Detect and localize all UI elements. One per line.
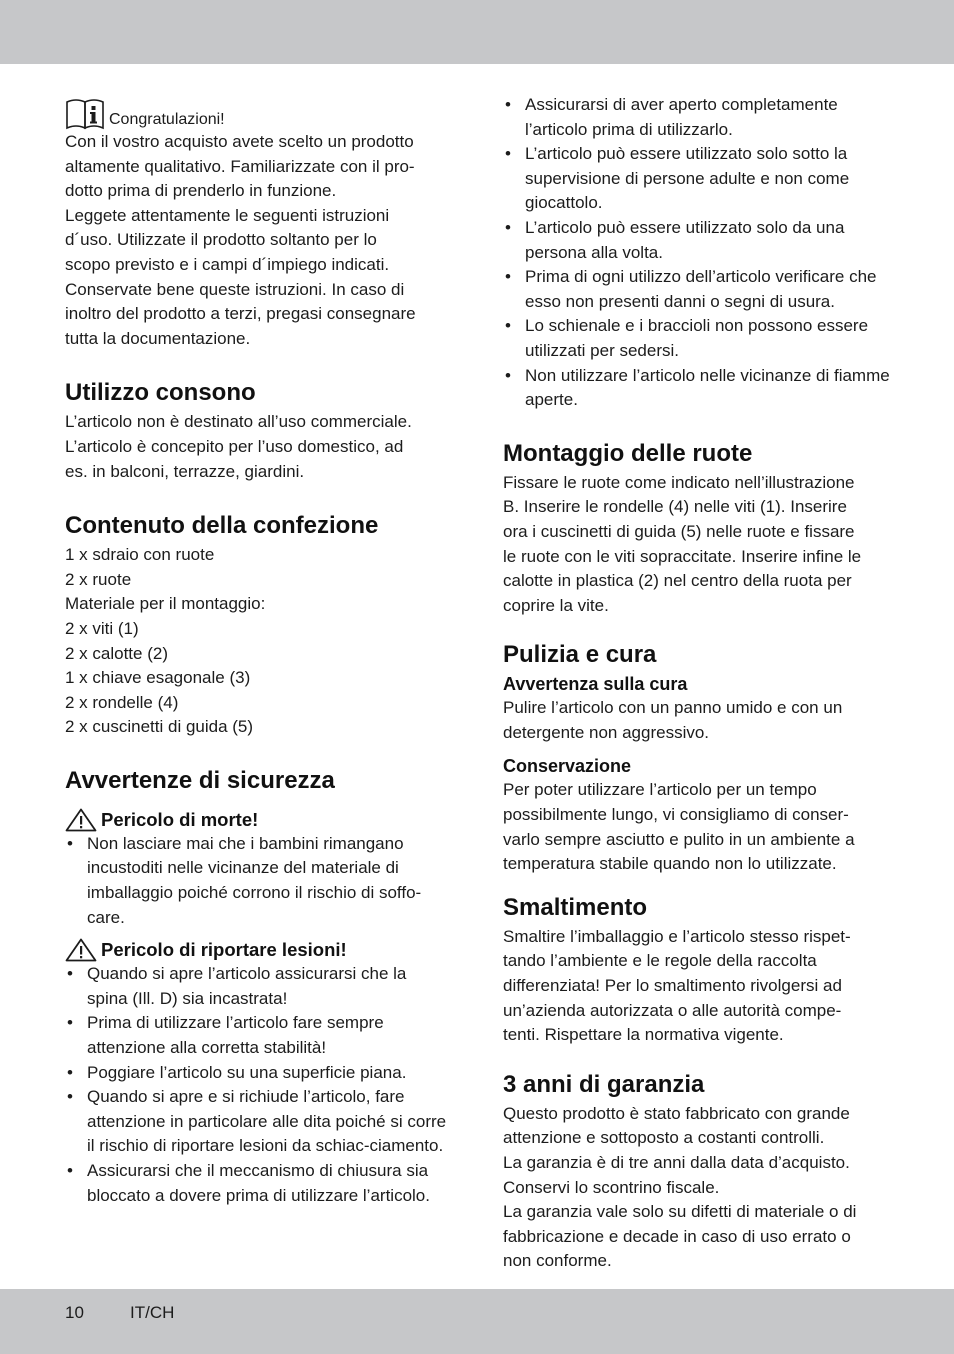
body-line: Per poter utilizzare l’articolo per un tempo xyxy=(503,780,817,800)
list-item: • Quando si apre e si richiude l’articolo, fare attenzione in particolare alle dita poiché si corre il rischio di riportare lesioni da schiac-ciamento. xyxy=(65,1085,449,1159)
warning-title: Pericolo di riportare lesioni! xyxy=(101,939,347,961)
body-line: temperatura stabile quando non lo utilizzate. xyxy=(503,854,837,874)
right-column xyxy=(503,93,893,1274)
list-item: 1 x sdraio con ruote xyxy=(65,545,215,565)
warning-heading xyxy=(65,808,449,832)
section-title-montaggio: Montaggio delle ruote xyxy=(503,439,753,467)
body-line: le ruote con le viti sopraccitate. Inserire infine le xyxy=(503,546,862,566)
body-line: Smaltire l’imballaggio e l’articolo stesso rispet- xyxy=(503,926,851,946)
list-item: 2 x cuscinetti di guida (5) xyxy=(65,717,254,737)
list-item: 2 x rondelle (4) xyxy=(65,692,179,712)
intro-title: Congratulazioni! xyxy=(109,111,225,128)
page-number: 10 xyxy=(65,1303,84,1322)
section-title-sicurezza: Avvertenze di sicurezza xyxy=(65,766,335,794)
intro-line: scopo previsto e i campi d´impiego indicati. xyxy=(65,254,390,274)
body-line: un’azienda autorizzata o alle autorità compe- xyxy=(503,1000,842,1020)
region-code: IT/CH xyxy=(130,1303,175,1322)
conservazione-text xyxy=(503,778,893,876)
body-line: Questo prodotto è stato fabbricato con grande xyxy=(503,1103,850,1123)
section-title-contenuto: Contenuto della confezione xyxy=(65,512,379,540)
section-title-pulizia: Pulizia e cura xyxy=(503,641,657,669)
header-bar xyxy=(0,0,954,64)
intro-line: Con il vostro acquisto avete scelto un prodotto xyxy=(65,132,414,151)
section-title-garanzia: 3 anni di garanzia xyxy=(503,1070,705,1098)
subsection-title: Avvertenza sulla cura xyxy=(503,674,688,695)
list-item: • L’articolo può essere utilizzato solo da una persona alla volta. xyxy=(503,216,893,265)
warning-title: Pericolo di morte! xyxy=(101,808,259,830)
body-line: Conservi lo scontrino fiscale. xyxy=(503,1177,720,1197)
body-line: La garanzia è di tre anni dalla data d’acquisto. xyxy=(503,1153,850,1172)
body-line: non conforme. xyxy=(503,1251,612,1271)
intro-line: Conservate bene queste istruzioni. In caso di xyxy=(65,279,405,299)
warning-heading xyxy=(65,938,449,962)
warning-list xyxy=(65,832,449,930)
list-item: • Prima di ogni utilizzo dell’articolo verificare che esso non presenti danni o segni di usura. xyxy=(503,265,893,314)
subsection-title: Conservazione xyxy=(503,756,632,777)
list-item: • Non lasciare mai che i bambini rimangano incustoditi nelle vicinanze del materiale di imballaggio poiché corrono il rischio di soffo-care. xyxy=(65,832,449,930)
list-item: • Non utilizzare l’articolo nelle vicinanze di fiamme aperte. xyxy=(503,364,893,413)
body-line: tenti. Rispettare la normativa vigente. xyxy=(503,1025,784,1045)
list-item: Materiale per il montaggio: xyxy=(65,594,266,614)
list-item: • Poggiare l’articolo su una superficie piana. xyxy=(65,1061,449,1086)
warning-triangle-icon xyxy=(65,808,97,832)
list-item: 2 x viti (1) xyxy=(65,618,139,638)
list-item: • Lo schienale e i braccioli non possono essere utilizzati per sedersi. xyxy=(503,314,893,363)
garanzia-text xyxy=(503,1102,893,1274)
body-line: L’articolo è concepito per l’uso domestico, ad xyxy=(65,436,404,456)
intro-heading xyxy=(65,90,449,130)
intro-line: tutta la documentazione. xyxy=(65,328,251,348)
body-line: ora i cuscinetti di guida (5) nelle ruote e fissare xyxy=(503,521,855,541)
safety-list-continued xyxy=(503,93,893,413)
intro-line: inoltro del prodotto a terzi, pregasi consegnare xyxy=(65,304,416,324)
body-line: varlo sempre asciutto e pulito in un ambiente a xyxy=(503,829,855,849)
section-title-smaltimento: Smaltimento xyxy=(503,893,648,921)
body-line: es. in balconi, terrazze, giardini. xyxy=(65,461,305,481)
body-line: Fissare le ruote come indicato nell’illustrazione xyxy=(503,472,855,492)
intro-line: altamente qualitativo. Familiarizzate con il pro- xyxy=(65,156,415,176)
body-line: B. Inserire le rondelle (4) nelle viti (1). Inserire xyxy=(503,497,847,517)
contenuto-list xyxy=(65,543,449,740)
body-line: possibilmente lungo, vi consigliamo di conser- xyxy=(503,805,849,825)
list-item: • L’articolo può essere utilizzato solo sotto la supervisione di persone adulte e non come giocattolo. xyxy=(503,142,893,216)
body-line: calotte in plastica (2) nel centro della ruota per xyxy=(503,571,852,591)
intro-text xyxy=(65,130,449,351)
left-column xyxy=(65,90,449,1208)
body-line: differenziata! Per lo smaltimento rivolgersi ad xyxy=(503,976,842,996)
intro-line: d´uso. Utilizzate il prodotto soltanto per lo xyxy=(65,230,377,250)
warning-triangle-icon xyxy=(65,938,97,962)
body-line: coprire la vite. xyxy=(503,595,609,615)
manual-info-icon xyxy=(65,98,105,130)
body-line: L’articolo non è destinato all’uso commerciale. xyxy=(65,412,412,432)
body-line: detergente non aggressivo. xyxy=(503,722,710,742)
body-line: attenzione e sottoposto a costanti controlli. xyxy=(503,1128,825,1148)
body-line: Pulire l’articolo con un panno umido e con un xyxy=(503,698,843,718)
list-item: 2 x calotte (2) xyxy=(65,643,168,663)
utilizzo-text xyxy=(65,410,449,484)
list-item: • Assicurarsi di aver aperto completamente l’articolo prima di utilizzarlo. xyxy=(503,93,893,142)
pulizia-cura-text xyxy=(503,696,893,745)
body-line: La garanzia vale solo su difetti di materiale o di xyxy=(503,1202,857,1222)
section-title-utilizzo: Utilizzo consono xyxy=(65,379,256,407)
intro-line: dotto prima di prenderlo in funzione. xyxy=(65,181,337,201)
list-item: 2 x ruote xyxy=(65,569,132,589)
list-item: • Quando si apre l’articolo assicurarsi che la spina (Ill. D) sia incastrata! xyxy=(65,962,449,1011)
montaggio-text xyxy=(503,471,893,619)
list-item: 1 x chiave esagonale (3) xyxy=(65,668,251,688)
body-line: tando l’ambiente e le regole della raccolta xyxy=(503,951,817,971)
list-item: • Prima di utilizzare l’articolo fare sempre attenzione alla corretta stabilità! xyxy=(65,1011,449,1060)
body-line: fabbricazione e decade in caso di uso errato o xyxy=(503,1226,851,1246)
smaltimento-text xyxy=(503,925,893,1048)
warning-list xyxy=(65,962,449,1208)
list-item: • Assicurarsi che il meccanismo di chiusura sia bloccato a dovere prima di utilizzare l’articolo. xyxy=(65,1159,449,1208)
intro-line: Leggete attentamente le seguenti istruzioni xyxy=(65,205,390,225)
